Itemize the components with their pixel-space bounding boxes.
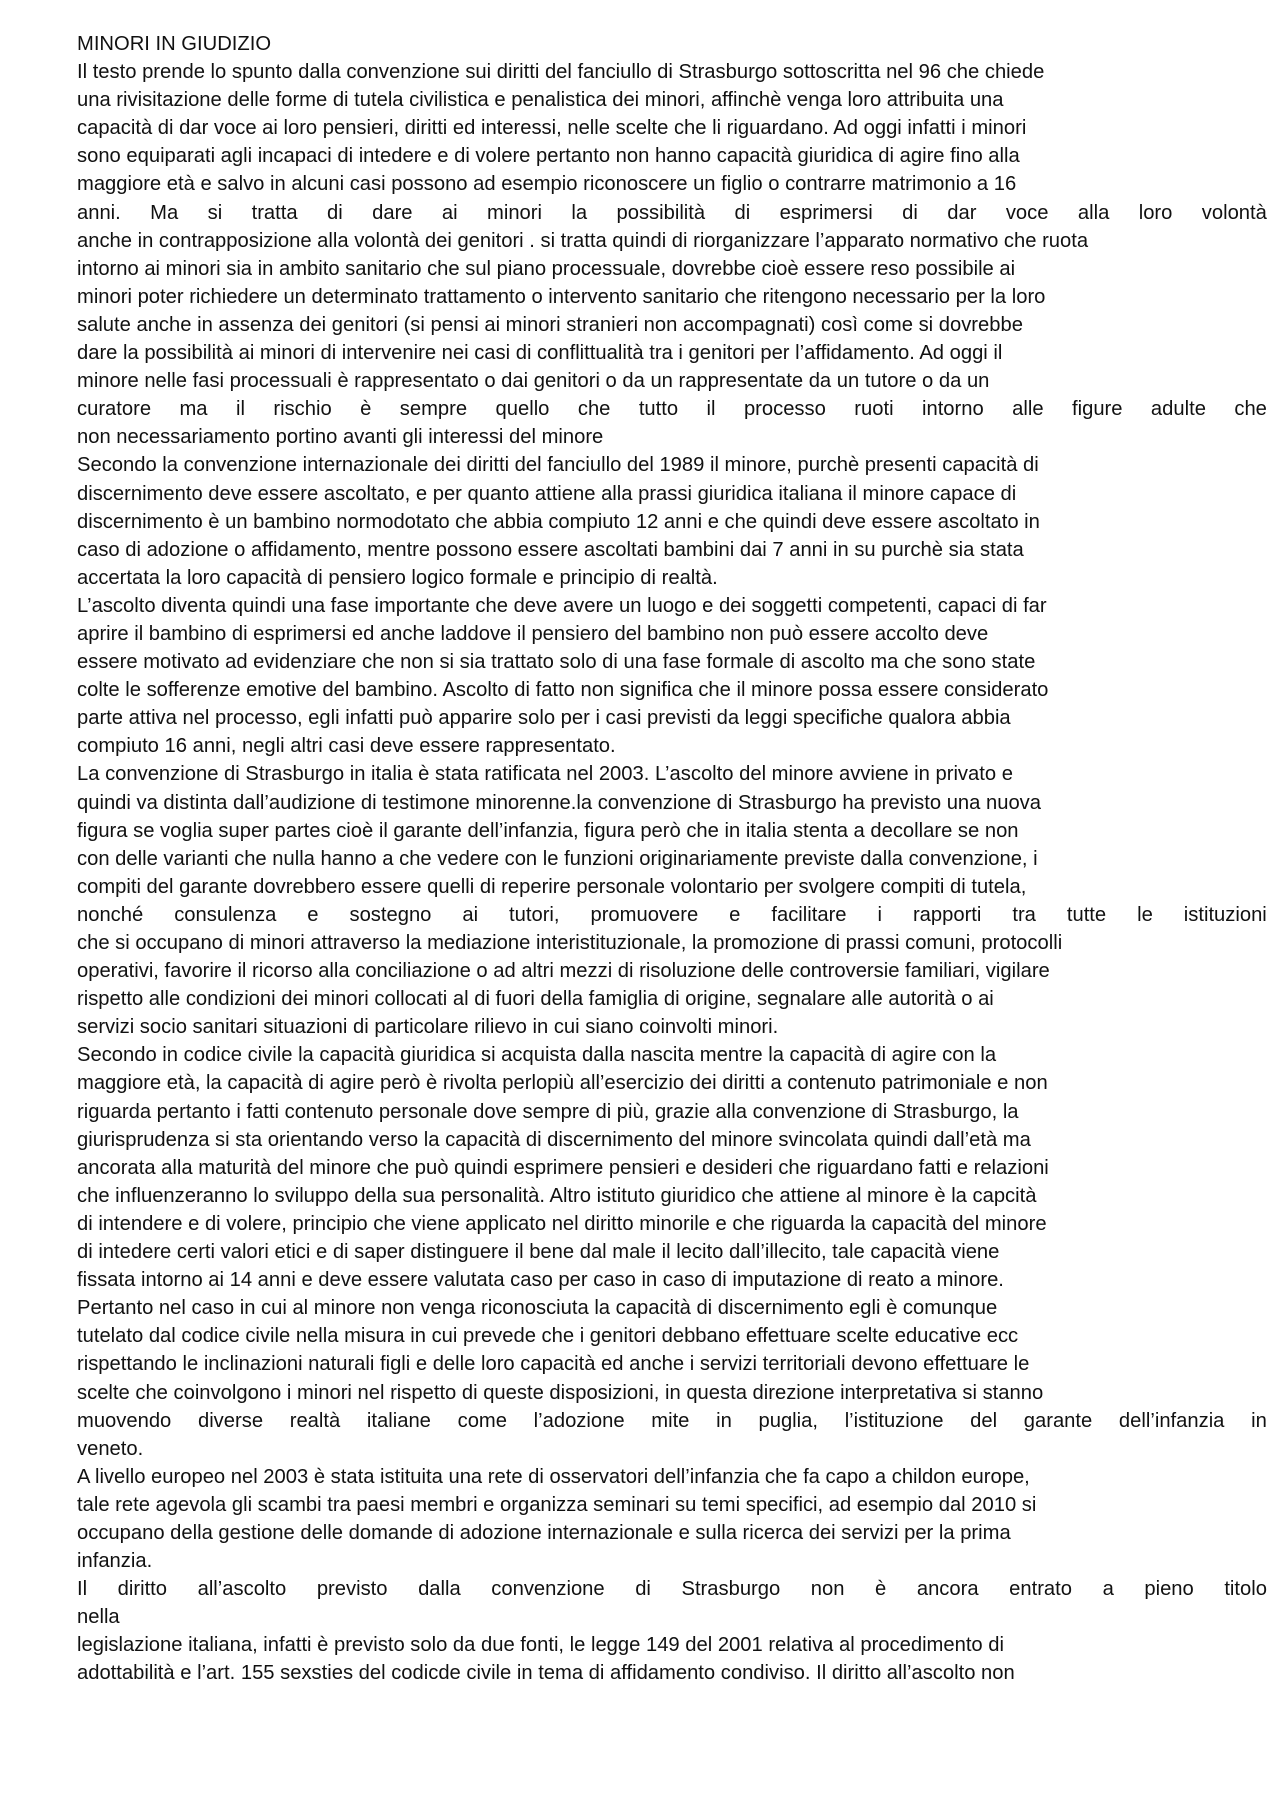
word: di <box>635 1578 651 1601</box>
text-line: L’ascolto diventa quindi una fase importante che deve avere un luogo e dei soggetti competenti, capaci di far <box>77 594 1047 617</box>
word: Strasburgo <box>681 1578 781 1601</box>
word: sempre <box>399 398 468 421</box>
word: che <box>577 398 611 421</box>
text-line: intorno ai minori sia in ambito sanitario che sul piano processuale, dovrebbe cioè essere reso possibile ai <box>77 257 1016 280</box>
text-line: maggiore età e salvo in alcuni casi possono ad esempio riconoscere un figlio o contrarre matrimonio a 16 <box>77 173 1017 196</box>
word: l’adozione <box>533 1409 625 1432</box>
text-line <box>77 199 1267 227</box>
word: di <box>327 201 343 224</box>
word: tutto <box>638 398 679 421</box>
word: dalla <box>418 1578 461 1601</box>
text-line: rispettando le inclinazioni naturali figli e delle loro capacità ed anche i servizi territoriali devono effettuare le <box>77 1353 1030 1376</box>
word: curatore <box>77 398 152 421</box>
word: processo <box>743 398 826 421</box>
text-line: minori poter richiedere un determinato trattamento o intervento sanitario che ritengono necessario per la loro <box>77 285 1046 308</box>
text-line <box>77 1407 1267 1435</box>
word: intorno <box>921 398 984 421</box>
word: la <box>571 201 588 224</box>
word: ai <box>462 903 479 926</box>
word: ai <box>441 201 458 224</box>
text-line: legislazione italiana, infatti è previsto solo da due fonti, le legge 149 del 2001 relativa al procedimento di <box>77 1634 1004 1657</box>
word: alle <box>1012 398 1044 421</box>
word: pieno <box>1144 1578 1194 1601</box>
text-line: Pertanto nel caso in cui al minore non venga riconosciuta la capacità di discernimento egli è comunque <box>77 1297 998 1320</box>
text-line: giurisprudenza si sta orientando verso la capacità di discernimento del minore svincolata quindi dall’età ma <box>77 1128 1031 1151</box>
document-body <box>77 30 1267 1688</box>
word: loro <box>1138 201 1173 224</box>
text-line: dare la possibilità ai minori di intervenire nei casi di conflittualità tra i genitori per l’affidamento. Ad oggi il <box>77 342 1003 365</box>
text-line: A livello europeo nel 2003 è stata istituita una rete di osservatori dell’infanzia che fa capo a childon europe, <box>77 1465 1030 1488</box>
word: è <box>875 1578 887 1601</box>
word: istituzioni <box>1183 903 1267 926</box>
word: del <box>970 1409 998 1432</box>
word: Il <box>77 1578 88 1601</box>
text-line: adottabilità e l’art. 155 sexsties del codicde civile in tema di affidamento condiviso. Il diritto all’ascolto non <box>77 1662 1015 1685</box>
word: titolo <box>1224 1578 1267 1601</box>
word: di <box>734 201 751 224</box>
text-line: con delle varianti che nulla hanno a che vedere con le funzioni originariamente previste dalla convenzione, i <box>77 847 1038 870</box>
word: alla <box>1077 201 1110 224</box>
word: Ma <box>150 201 179 224</box>
text-line: essere motivato ad evidenziare che non si sia trattato solo di una fase formale di ascolto ma che sono state <box>77 651 1036 674</box>
text-line: Secondo in codice civile la capacità giuridica si acquista dalla nascita mentre la capacità di agire con la <box>77 1044 997 1067</box>
word: mite <box>651 1409 690 1432</box>
word: facilitare <box>771 903 847 926</box>
word: il <box>706 398 716 421</box>
text-line: veneto. <box>77 1437 144 1460</box>
word: e <box>307 903 319 926</box>
text-line: parte attiva nel processo, egli infatti può apparire solo per i casi previsti da leggi specifiche qualora abbia <box>77 707 1011 730</box>
text-line: maggiore età, la capacità di agire però è rivolta perlopiù all’esercizio dei diritti a contenuto patrimoniale e non <box>77 1072 1048 1095</box>
text-line: anche in contrapposizione alla volontà dei genitori . si tratta quindi di riorganizzare l’apparato normativo che ruota <box>77 229 1089 252</box>
text-line: riguarda pertanto i fatti contenuto personale dove sempre di più, grazie alla convenzione di Strasburgo, la <box>77 1100 1019 1123</box>
text-line: colte le sofferenze emotive del bambino. Ascolto di fatto non significa che il minore possa essere considerato <box>77 679 1049 702</box>
text-line: di intedere certi valori etici e di saper distinguere il bene dal male il lecito dall’illecito, tale capacità viene <box>77 1241 1000 1264</box>
word: voce <box>1005 201 1049 224</box>
word: ruoti <box>854 398 894 421</box>
word: italiane <box>366 1409 431 1432</box>
word: non <box>810 1578 845 1601</box>
text-line: servizi socio sanitari situazioni di particolare rilievo in cui siano coinvolti minori. <box>77 1016 779 1039</box>
word: consulenza <box>174 903 277 926</box>
word: quello <box>495 398 550 421</box>
text-line: sono equiparati agli incapaci di intedere e di volere pertanto non hanno capacità giuridica di agire fino alla <box>77 145 1020 168</box>
text-line: figura se voglia super partes cioè il garante dell’infanzia, figura però che in italia stenta a decollare se non <box>77 819 1019 842</box>
text-line: Il testo prende lo spunto dalla convenzione sui diritti del fanciullo di Strasburgo sottoscritta nel 96 che chiede <box>77 61 1045 84</box>
word: in <box>716 1409 732 1432</box>
text-line: capacità di dar voce ai loro pensieri, diritti ed interessi, nelle scelte che li riguardano. Ad oggi infatti i minori <box>77 117 1027 140</box>
text-line: rispetto alle condizioni dei minori collocati al di fuori della famiglia di origine, segnalare alle autorità o ai <box>77 988 994 1011</box>
word: i <box>877 903 882 926</box>
word: minori <box>487 201 542 224</box>
word: tratta <box>251 201 298 224</box>
text-line: Secondo la convenzione internazionale dei diritti del fanciullo del 1989 il minore, purchè presenti capacità di <box>77 454 1039 477</box>
text-line: salute anche in assenza dei genitori (si pensi ai minori stranieri non accompagnati) così come si dovrebbe <box>77 313 1023 336</box>
word: dar <box>947 201 977 224</box>
text-line: caso di adozione o affidamento, mentre possono essere ascoltati bambini dai 7 anni in su purchè sia stata <box>77 538 1024 561</box>
word: muovendo <box>77 1409 172 1432</box>
text-line: una rivisitazione delle forme di tutela civilistica e penalistica dei minori, affinchè venga loro attribuita una <box>77 89 1004 112</box>
word: esprimersi <box>779 201 873 224</box>
text-line: discernimento è un bambino normodotato che abbia compiuto 12 anni e che quindi deve essere ascoltato in <box>77 510 1040 533</box>
text-line: che influenzeranno lo sviluppo della sua personalità. Altro istituto giuridico che attiene al minore è la capcità <box>77 1184 1037 1207</box>
text-line: accertata la loro capacità di pensiero logico formale e principio di realtà. <box>77 566 718 589</box>
word: previsto <box>316 1578 388 1601</box>
word: a <box>1102 1578 1114 1601</box>
text-line: fissata intorno ai 14 anni e deve essere valutata caso per caso in caso di imputazione di reato a minore. <box>77 1269 1004 1292</box>
word: ma <box>179 398 208 421</box>
word: in <box>1251 1409 1267 1432</box>
word: diverse <box>197 1409 264 1432</box>
word: tutte <box>1066 903 1107 926</box>
word: rischio <box>273 398 332 421</box>
word: anni. <box>77 201 121 224</box>
word: volontà <box>1201 201 1267 224</box>
text-line: infanzia. <box>77 1550 153 1573</box>
text-line: scelte che coinvolgono i minori nel rispetto di queste disposizioni, in questa direzione interpretativa si stanno <box>77 1381 1044 1404</box>
word: tra <box>1012 903 1036 926</box>
word: che <box>1234 398 1267 421</box>
document-title: MINORI IN GIUDIZIO <box>77 33 272 55</box>
word: dare <box>372 201 413 224</box>
word: entrato <box>1009 1578 1072 1601</box>
word: l’istituzione <box>844 1409 944 1432</box>
text-line: aprire il bambino di esprimersi ed anche laddove il pensiero del bambino non può essere accolto deve <box>77 622 989 645</box>
text-line: che si occupano di minori attraverso la mediazione interistituzionale, la promozione di prassi comuni, protocolli <box>77 932 1063 954</box>
word: garante <box>1023 1409 1093 1432</box>
word: ancora <box>916 1578 979 1601</box>
word: rapporti <box>912 903 982 926</box>
word: realtà <box>289 1409 341 1432</box>
word: dell’infanzia <box>1118 1409 1225 1432</box>
text-line <box>77 395 1267 423</box>
word: come <box>457 1409 507 1432</box>
word: tutori, <box>509 903 560 926</box>
text-line: discernimento deve essere ascoltato, e per quanto attiene alla prassi giuridica italiana il minore capace di <box>77 482 1017 505</box>
text-line: minore nelle fasi processuali è rappresentato o dai genitori o da un rappresentate da un tutore o da un <box>77 370 990 393</box>
text-line: nella <box>77 1606 120 1629</box>
word: nonché <box>77 903 144 926</box>
word: il <box>235 398 245 421</box>
text-line: di intendere e di volere, principio che viene applicato nel diritto minorile e che riguarda la capacità del minore <box>77 1212 1047 1235</box>
text-line: tutelato dal codice civile nella misura in cui prevede che i genitori debbano effettuare scelte educative ecc <box>77 1325 1019 1348</box>
text-line: compiuto 16 anni, negli altri casi deve essere rappresentato. <box>77 735 616 758</box>
text-line <box>77 1575 1267 1603</box>
word: figure <box>1072 398 1123 421</box>
word: promuovere <box>590 903 699 926</box>
word: possibilità <box>616 201 706 224</box>
text-line: tale rete agevola gli scambi tra paesi membri e organizza seminari su temi specifici, ad esempio dal 2010 si <box>77 1493 1037 1516</box>
text-line: operativi, favorire il ricorso alla conciliazione o ad altri mezzi di risoluzione delle controversie familiari, vigilare <box>77 960 1050 983</box>
word: e <box>729 903 741 926</box>
word: puglia, <box>758 1409 818 1432</box>
word: le <box>1137 903 1153 926</box>
word: è <box>360 398 372 421</box>
word: all’ascolto <box>197 1578 287 1601</box>
word: sostegno <box>349 903 432 926</box>
word: di <box>902 201 918 224</box>
text-line: non necessariamento portino avanti gli interessi del minore <box>77 426 604 449</box>
text-line: quindi va distinta dall’audizione di testimone minorenne.la convenzione di Strasburgo ha previsto una nuova <box>77 791 1042 814</box>
word: adulte <box>1150 398 1206 421</box>
word: convenzione <box>491 1578 605 1601</box>
text-line: compiti del garante dovrebbero essere quelli di reperire personale volontario per svolgere compiti di tutela, <box>77 875 1027 898</box>
word: si <box>207 201 223 224</box>
text-line: La convenzione di Strasburgo in italia è stata ratificata nel 2003. L’ascolto del minore avviene in privato e <box>77 763 1013 786</box>
text-line: ancorata alla maturità del minore che può quindi esprimere pensieri e desideri che riguardano fatti e relazioni <box>77 1156 1049 1179</box>
text-line <box>77 901 1267 929</box>
text-line: occupano della gestione delle domande di adozione internazionale e sulla ricerca dei servizi per la prima <box>77 1521 1011 1544</box>
word: diritto <box>117 1578 168 1601</box>
